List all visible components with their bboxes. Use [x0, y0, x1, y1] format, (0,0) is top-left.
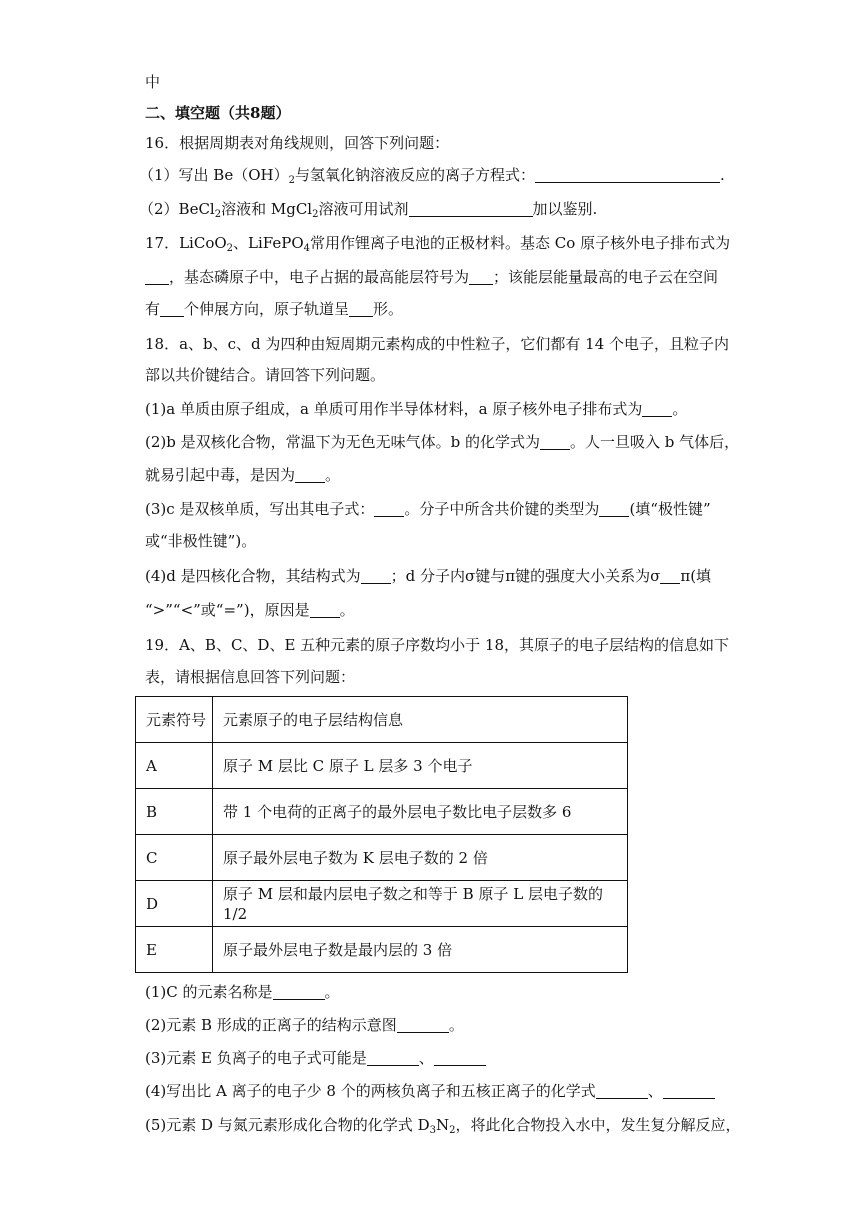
answer-blank[interactable] — [540, 434, 570, 450]
text: . — [719, 166, 725, 184]
answer-blank[interactable] — [599, 501, 629, 517]
q19-part1 — [145, 982, 340, 1002]
text: 、LiFePO — [233, 234, 304, 252]
q19-line1: 19．A、B、C、D、E 五种元素的原子序数均小于 18，其原子的电子层结构的信息如下 — [145, 636, 730, 654]
text: 就易引起中毒，是因为 — [145, 466, 296, 484]
answer-blank[interactable] — [469, 269, 493, 285]
text: 溶液和 MgCl — [221, 200, 313, 218]
table-cell: 带 1 个电荷的正离子的最外层电子数比电子层数多 6 — [213, 789, 628, 835]
q18-part2-cont — [145, 465, 340, 485]
q19-part2 — [145, 1015, 464, 1035]
text: 加以鉴别. — [532, 200, 598, 218]
answer-blank[interactable] — [397, 1017, 449, 1033]
text: (1)a 单质由原子组成，a 单质可用作半导体材料，a 原子核外电子排布式为 — [145, 400, 643, 418]
text: ，将此化合物投入水中，发生复分解反应， — [455, 1116, 741, 1134]
text: (4)写出比 A 离子的电子少 8 个的两核负离子和五核正离子的化学式 — [145, 1082, 596, 1100]
table-header-cell: 元素原子的电子层结构信息 — [213, 697, 628, 743]
text: 有 — [145, 300, 161, 318]
subscript: 2 — [288, 175, 295, 186]
text: ，基态磷原子中，电子占据的最高能层符号为 — [169, 268, 470, 286]
table-row — [136, 743, 628, 789]
table-cell: A — [136, 743, 213, 789]
text: (2)b 是双核化合物，常温下为无色无味气体。b 的化学式为 — [145, 433, 540, 451]
q19-part3 — [145, 1048, 486, 1068]
answer-blank[interactable] — [349, 301, 373, 317]
text: 。人一旦吸入 b 气体后， — [570, 433, 740, 451]
top-char: 中 — [145, 73, 161, 91]
text: ；d 分子内σ键与π键的强度大小关系为σ — [390, 567, 661, 585]
q18-part4 — [145, 566, 711, 586]
q17-line3 — [145, 299, 403, 319]
table-row — [136, 881, 628, 927]
text: 。 — [325, 466, 341, 484]
text: (5)元素 D 与氮元素形成化合物的化学式 D — [145, 1116, 430, 1134]
table-cell: 原子 M 层比 C 原子 L 层多 3 个电子 — [213, 743, 628, 789]
answer-blank[interactable] — [160, 301, 184, 317]
text: 、 — [647, 1082, 663, 1100]
answer-blank[interactable] — [361, 568, 391, 584]
text: 溶液可用试剂 — [318, 200, 409, 218]
text: (1)C 的元素名称是 — [145, 983, 273, 1001]
q18-line2: 部以共价键结合。请回答下列问题。 — [145, 366, 386, 384]
q16-part1 — [139, 165, 725, 185]
q16-stem: 16．根据周期表对角线规则，回答下列问题： — [145, 134, 450, 152]
text: (3)c 是双核单质，写出其电子式： — [145, 500, 375, 518]
answer-blank[interactable] — [409, 201, 533, 217]
q18-line1: 18．a、b、c、d 为四种由短周期元素构成的中性粒子，它们都有 14 个电子，且粒子内 — [145, 335, 730, 353]
answer-blank[interactable] — [663, 1083, 715, 1099]
answer-blank[interactable] — [374, 501, 404, 517]
table-cell: 原子最外层电子数是最内层的 3 倍 — [213, 927, 628, 973]
subscript: 2 — [449, 1125, 456, 1136]
answer-blank[interactable] — [273, 984, 325, 1000]
text: 17．LiCoO — [145, 234, 227, 252]
q19-part4 — [145, 1081, 715, 1101]
text: （2）BeCl — [139, 200, 215, 218]
q19-line2: 表，请根据信息回答下列问题： — [145, 668, 356, 686]
answer-blank[interactable] — [535, 167, 720, 183]
table-row — [136, 789, 628, 835]
text: (3)元素 E 负离子的电子式可能是 — [145, 1049, 367, 1067]
subscript: 3 — [429, 1125, 436, 1136]
text: （1）写出 Be（OH） — [139, 166, 289, 184]
answer-blank[interactable] — [367, 1050, 419, 1066]
q16-part2 — [139, 199, 597, 219]
answer-blank[interactable] — [660, 568, 680, 584]
text: ；该能层能量最高的电子云在空间 — [493, 268, 719, 286]
table-header-row — [136, 697, 628, 743]
table-cell: C — [136, 835, 213, 881]
q17-line2 — [145, 267, 718, 287]
q17-line1 — [145, 233, 730, 253]
q18-part1 — [145, 399, 687, 419]
answer-blank[interactable] — [596, 1083, 648, 1099]
q18-part3 — [145, 499, 711, 519]
table-cell: 原子最外层电子数为 K 层电子数的 2 倍 — [213, 835, 628, 881]
table-cell: D — [136, 881, 213, 927]
q18-part4-cont — [145, 600, 355, 620]
text: 与氢氧化钠溶液反应的离子方程式： — [294, 166, 535, 184]
q18-part2 — [145, 432, 739, 452]
text: 、 — [418, 1049, 434, 1067]
section-title: 二、填空题（共8题） — [145, 104, 291, 122]
table-row — [136, 927, 628, 973]
text: 个伸展方向，原子轨道呈 — [184, 300, 350, 318]
text: “>”“<”或“=”)，原因是 — [145, 601, 310, 619]
q19-part5 — [145, 1115, 741, 1135]
text: (4)d 是四核化合物，其结构式为 — [145, 567, 361, 585]
answer-blank[interactable] — [295, 467, 325, 483]
table-cell: 原子 M 层和最内层电子数之和等于 B 原子 L 层电子数的 1/2 — [213, 881, 628, 927]
text: 形。 — [373, 300, 404, 318]
table-header-cell: 元素符号 — [136, 697, 213, 743]
table-cell: E — [136, 927, 213, 973]
text: (2)元素 B 形成的正离子的结构示意图 — [145, 1016, 397, 1034]
text: 常用作锂离子电池的正极材料。基态 Co 原子核外电子排布式为 — [310, 234, 731, 252]
subscript: 4 — [303, 243, 311, 254]
text: 。 — [448, 1016, 464, 1034]
text: 。 — [324, 983, 340, 1001]
text: 。 — [339, 601, 355, 619]
text: N — [435, 1116, 450, 1134]
text: π(填 — [680, 567, 712, 585]
text: 。 — [672, 400, 688, 418]
text: (填“极性键” — [629, 500, 711, 518]
text: 。分子中所含共价键的类型为 — [404, 500, 600, 518]
subscript: 2 — [312, 209, 319, 220]
subscript: 2 — [214, 209, 222, 220]
answer-blank[interactable] — [434, 1050, 486, 1066]
subscript: 2 — [226, 243, 234, 254]
answer-blank[interactable] — [145, 269, 169, 285]
table-cell: B — [136, 789, 213, 835]
element-info-table — [135, 696, 628, 973]
answer-blank[interactable] — [642, 401, 672, 417]
answer-blank[interactable] — [310, 602, 340, 618]
q18-part3-cont: 或“非极性键”)。 — [145, 532, 257, 550]
table-row — [136, 835, 628, 881]
